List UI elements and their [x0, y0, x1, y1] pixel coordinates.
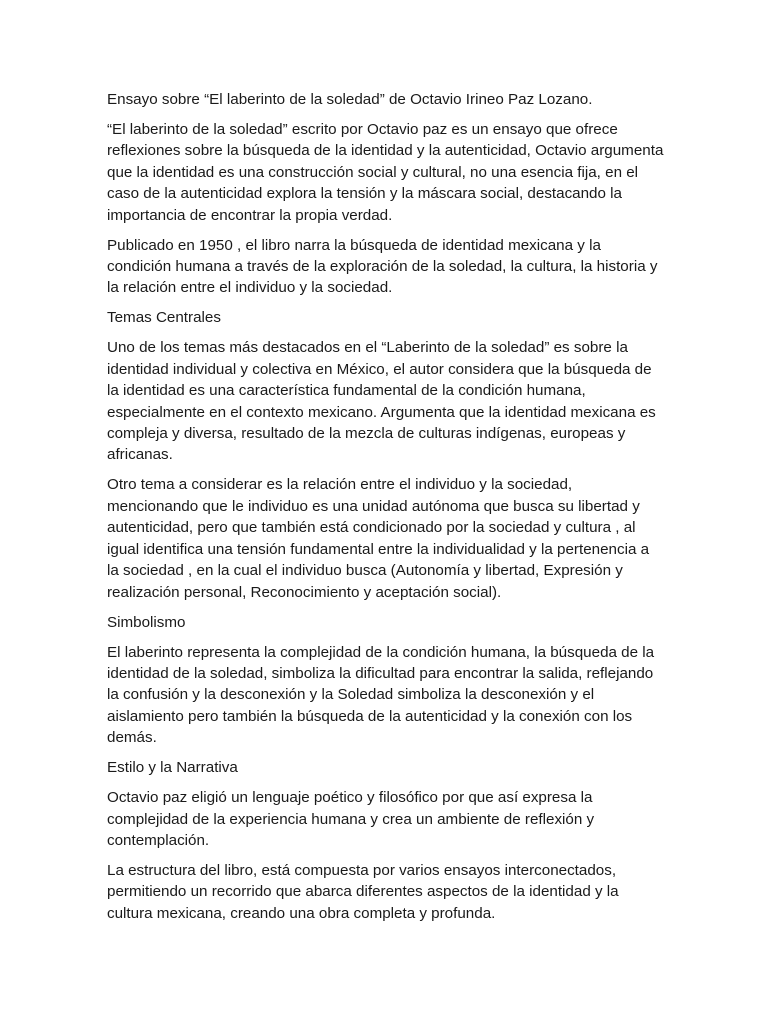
document-body	[107, 89, 665, 933]
document-title: Ensayo sobre “El laberinto de la soledad” de Octavio Irineo Paz Lozano.	[107, 91, 593, 108]
symbolism-paragraph: El laberinto representa la complejidad de la condición humana, la búsqueda de la identidad de la soledad, simboliza la dificultad para encontrar la salida, reflejando la confusión y la desconexión y la Soledad simboliza la desconexión y el aislamiento pero también la búsqueda de la autenticidad y la conexión con los demás.	[107, 643, 655, 747]
publication-paragraph: Publicado en 1950 , el libro narra la búsqueda de identidad mexicana y la condición humana a través de la exploración de la soledad, la cultura, la historia y la relación entre el individuo y la sociedad.	[107, 236, 658, 297]
individual-society-paragraph: Otro tema a considerar es la relación entre el individuo y la sociedad, mencionando que le individuo es una unidad autónoma que busca su libertad y autenticidad, pero que también está condicionado por la sociedad y cultura , al igual identifica una tensión fundamental entre la individualidad y la pertenencia a la sociedad , en la cual el individuo busca (Autonomía y libertad, Expresión y realización personal, Reconocimiento y aceptación social).	[107, 476, 650, 601]
intro-paragraph: “El laberinto de la soledad” escrito por Octavio paz es un ensayo que ofrece reflexiones sobre la búsqueda de la identidad y la autenticidad, Octavio argumenta que la identidad es una construcción social y cultural, no una esencia fija, en el caso de la autenticidad explora la tensión y la máscara social, destacando la importancia de encontrar la propia verdad.	[107, 121, 664, 224]
structure-paragraph: La estructura del libro, está compuesta por varios ensayos interconectados, permitiendo un recorrido que abarca diferentes aspectos de la identidad y la cultura mexicana, creando una obra completa y profunda.	[107, 861, 619, 922]
style-paragraph: Octavio paz eligió un lenguaje poético y filosófico por que así expresa la complejidad de la experiencia humana y crea un ambiente de reflexión y contemplación.	[107, 789, 595, 849]
section-heading-temas-centrales: Temas Centrales	[107, 309, 221, 327]
section-heading-estilo-narrativa: Estilo y la Narrativa	[107, 759, 238, 777]
section-heading-simbolismo: Simbolismo	[107, 613, 186, 631]
identity-paragraph: Uno de los temas más destacados en el “Laberinto de la soledad” es sobre la identidad individual y colectiva en México, el autor considera que la búsqueda de la identidad es una característica fundamental de la condición humana, especialmente en el contexto mexicano. Argumenta que la identidad mexicana es compleja y diversa, resultado de la mezcla de culturas indígenas, europeas y africanas.	[107, 339, 656, 464]
